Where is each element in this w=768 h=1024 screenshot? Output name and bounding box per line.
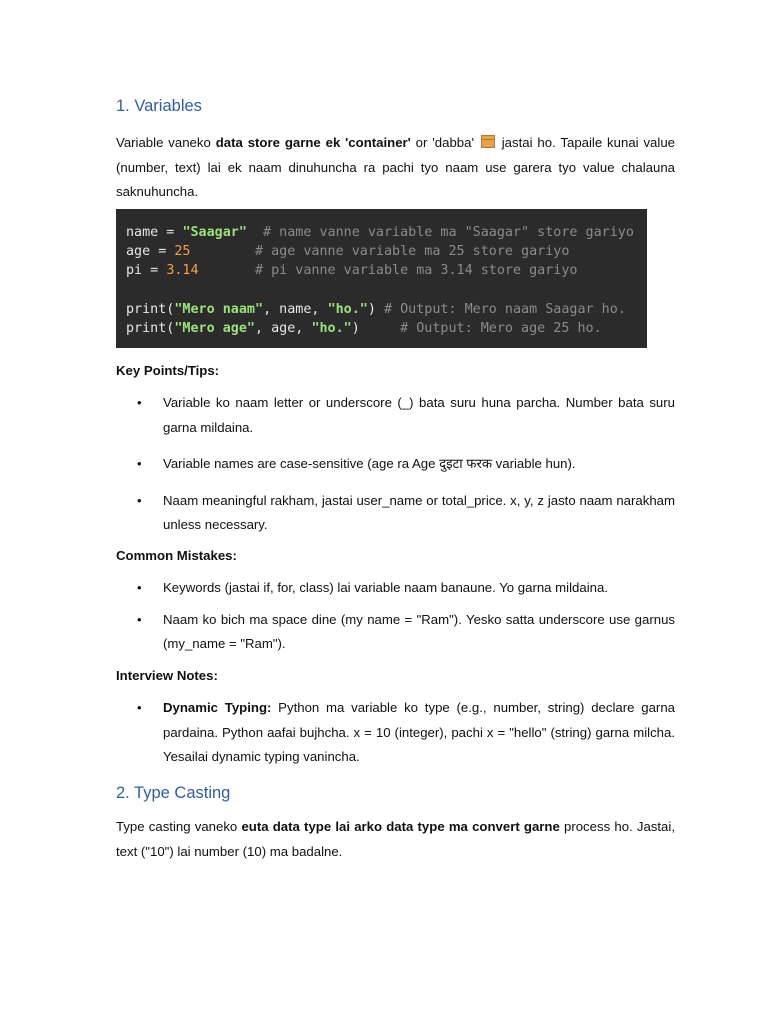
list-item: • Naam ko bich ma space dine (my name = "Ram"). Yesko satta underscore use garnus (my_name = "Ram"). [137, 611, 675, 651]
key-points-list [116, 391, 675, 538]
list-item: • Dynamic Typing: Python ma variable ko type (e.g., number, string) declare garna pardaina. Python aafai bujhcha. x = 10 (integer), pachi x = "hello" (string) garna milcha. Yesailai dynamic typing vanincha. [137, 700, 675, 764]
type-casting-intro: Type casting vaneko euta data type lai arko data type ma convert garne process ho. Jastai, text ("10") lai number (10) ma badalne. [116, 819, 675, 859]
code-block [116, 209, 647, 348]
section-heading-variables: 1. Variables [116, 97, 202, 115]
package-icon [481, 135, 495, 148]
interview-notes-label: Interview Notes: [116, 668, 218, 683]
list-item: • Naam meaningful rakham, jastai user_name or total_price. x, y, z jasto naam narakham unless necessary. [137, 492, 675, 532]
code-line-2: age = 25 # age vanne variable ma 25 store gariyo [126, 244, 570, 259]
list-item: • Variable names are case-sensitive (age ra Age दुइटा फरक variable hun). [137, 456, 576, 471]
list-item: • Keywords (jastai if, for, class) lai variable naam banaune. Yo garna mildaina. [137, 580, 608, 595]
code-line-1: name = "Saagar" # name vanne variable ma "Saagar" store gariyo [126, 225, 634, 240]
variables-intro: Variable vaneko data store garne ek 'container' or 'dabba' jastai ho. Tapaile kunai value (number, text) lai ek naam dinuhuncha ra pachi tyo naam use garera tyo value chalauna saknuhuncha. [116, 135, 675, 199]
common-mistakes-label: Common Mistakes: [116, 548, 237, 563]
interview-notes-list [116, 696, 675, 770]
section-heading-type-casting: 2. Type Casting [116, 784, 231, 802]
key-points-label: Key Points/Tips: [116, 363, 220, 378]
code-line-4: print("Mero naam", name, "ho.") # Output: Mero naam Saagar ho. [126, 302, 626, 317]
code-line-5: print("Mero age", age, "ho.") # Output: Mero age 25 ho. [126, 321, 602, 336]
code-line-3: pi = 3.14 # pi vanne variable ma 3.14 store gariyo [126, 263, 578, 278]
mistakes-list [116, 576, 675, 657]
list-item: • Variable ko naam letter or underscore (_) bata suru huna parcha. Number bata suru garna mildaina. [137, 395, 675, 435]
